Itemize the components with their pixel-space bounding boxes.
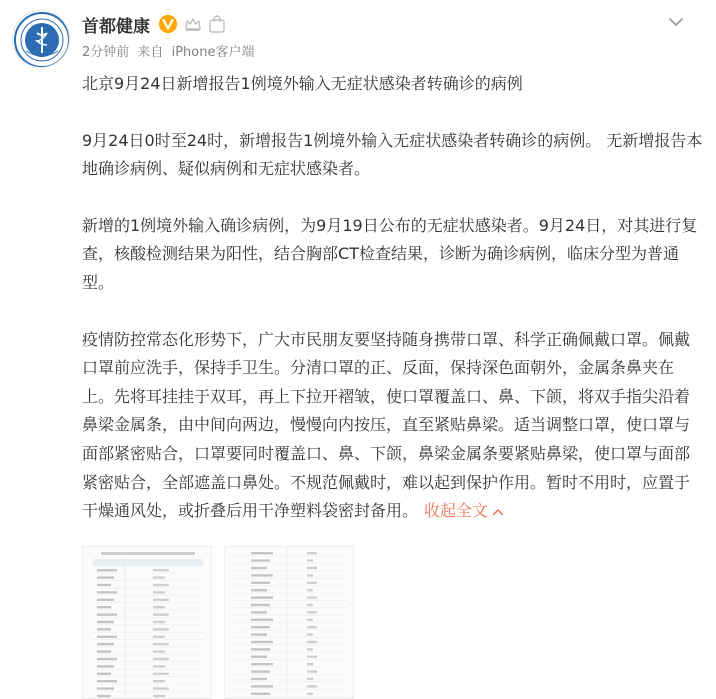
paragraph-2: 新增的1例境外输入确诊病例，为9月19日公布的无症状感染者。9月24日，对其进行复查，核酸检测结果为阳性，结合胸部CT检查结果，诊断为确诊病例，临床分型为普通型。 [82,215,698,292]
table-image-2 [225,547,354,699]
health-emblem-avatar-icon [13,11,70,68]
chevron-up-icon [492,508,504,516]
paragraph-1: 9月24日0时至24时，新增报告1例境外输入无症状感染者转确诊的病例。 无新增报告本地确诊病例、疑似病例和无症状感染者。 [82,130,703,179]
paragraph-3-text: 疫情防控常态化形势下，广大市民朋友要坚持随身携带口罩、科学正确佩戴口罩。佩戴口罩前应洗手，保持手卫生。分清口罩的正、反面，保持深色面朝外，金属条鼻夹在上。先将耳挂挂于双耳，再上下拉开褶皱，使口罩覆盖口、鼻、下颌，将双手指尖沿着鼻梁金属条，由中间向两边，慢慢向内按压，直至紧贴鼻梁。适当调整口罩，使口罩与面部紧密贴合，口罩要同时覆盖口、鼻、下颌，鼻梁金属条要紧贴鼻梁，使口罩与面部紧密贴合，全部遮盖口鼻处。不规范佩戴时，难以起到保护作用。暂时不用时，应置于干燥通风处，或折叠后用干净塑料袋密封备用。 [82,329,691,521]
image-thumbnail-1[interactable] [82,546,212,699]
image-thumbnail-2[interactable] [224,546,354,699]
collapse-label: 收起全文 [424,501,489,521]
crown-icon[interactable] [183,14,203,34]
more-menu-button[interactable] [666,12,686,32]
table-image-1 [83,547,212,699]
post-time[interactable]: 2分钟前 [82,45,130,60]
post-source[interactable]: iPhone客户端 [171,45,255,60]
post-meta [82,44,696,62]
verified-v-icon[interactable] [158,14,178,34]
post-header [82,10,696,66]
chevron-down-icon [668,17,684,27]
post-title: 北京9月24日新增报告1例境外输入无症状感染者转确诊的病例 [82,74,523,93]
avatar[interactable] [12,10,70,68]
collapse-full-text-link[interactable] [424,501,504,520]
image-thumbnails [82,546,354,699]
shopping-bag-icon[interactable] [208,14,226,34]
author-name[interactable]: 首都健康 [82,16,150,37]
source-prefix: 来自 [137,45,164,60]
name-row [82,10,696,38]
paragraph-3 [82,326,704,526]
post-content [82,70,704,526]
